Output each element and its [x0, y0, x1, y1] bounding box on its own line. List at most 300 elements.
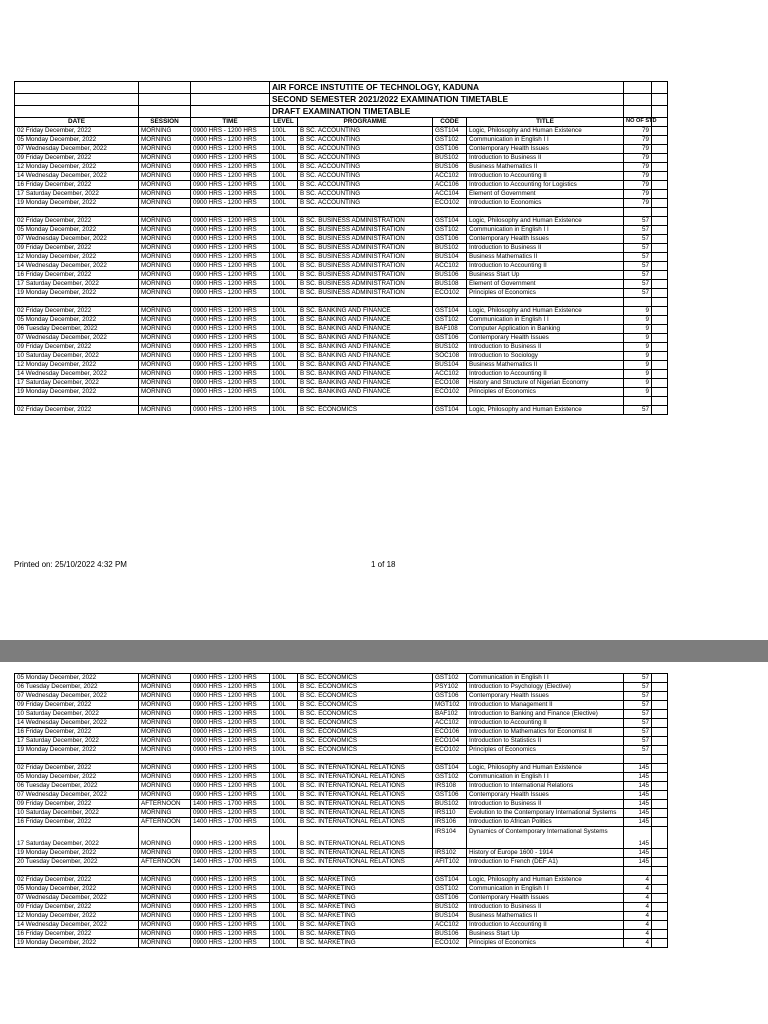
level-cell: 100L — [270, 710, 298, 719]
time-cell: 0900 HRS - 1200 HRS — [191, 199, 270, 208]
programme-cell: B SC. INTERNATIONAL RELATIONS — [298, 849, 433, 858]
code-cell: GST104 — [433, 406, 467, 415]
date-cell: 17 Saturday December, 2022 — [15, 280, 139, 289]
table-row — [15, 827, 668, 849]
title-cell: Introduction to Sociology — [467, 352, 624, 361]
nostd-cell: 57 — [624, 683, 652, 692]
title-cell: Introduction to African Politics — [467, 818, 624, 827]
session-cell: AFTERNOON — [139, 858, 191, 867]
session-cell: MORNING — [139, 280, 191, 289]
nostd-cell: 57 — [624, 262, 652, 271]
time-cell: 0900 HRS - 1200 HRS — [191, 154, 270, 163]
time-cell: 0900 HRS - 1200 HRS — [191, 701, 270, 710]
programme-cell: B SC. MARKETING — [298, 939, 433, 948]
programme-cell: B SC. BANKING AND FINANCE — [298, 361, 433, 370]
title-cell: Dynamics of Contemporary International Systems — [467, 827, 624, 849]
header-row-1 — [15, 82, 668, 94]
code-cell: BUS102 — [433, 800, 467, 809]
nostd-cell: 4 — [624, 930, 652, 939]
programme-cell: B SC. MARKETING — [298, 921, 433, 930]
session-cell: MORNING — [139, 885, 191, 894]
table-row — [15, 361, 668, 370]
nostd-cell: 79 — [624, 136, 652, 145]
nostd-cell: 57 — [624, 235, 652, 244]
date-cell: 16 Friday December, 2022 — [15, 818, 139, 827]
code-cell: GST104 — [433, 764, 467, 773]
date-cell: 19 Monday December, 2022 — [15, 849, 139, 858]
title-cell: Contemporary Health Issues — [467, 692, 624, 701]
table-row — [15, 737, 668, 746]
title-cell: Introduction to Business II — [467, 800, 624, 809]
nostd-cell: 9 — [624, 343, 652, 352]
spacer-row — [15, 755, 668, 764]
col-code-header: CODE — [433, 118, 467, 127]
session-cell: MORNING — [139, 773, 191, 782]
title-cell: Element of Government — [467, 280, 624, 289]
table-row — [15, 379, 668, 388]
session-cell: MORNING — [139, 370, 191, 379]
session-cell: MORNING — [139, 827, 191, 849]
programme-cell: B SC. ECONOMICS — [298, 683, 433, 692]
title-cell: Introduction to Business II — [467, 154, 624, 163]
level-cell: 100L — [270, 136, 298, 145]
code-cell: IRS102 — [433, 849, 467, 858]
date-cell: 19 Monday December, 2022 — [15, 199, 139, 208]
table-row — [15, 163, 668, 172]
code-cell: GST102 — [433, 316, 467, 325]
time-cell: 0900 HRS - 1200 HRS — [191, 710, 270, 719]
table-row — [15, 154, 668, 163]
session-cell: MORNING — [139, 334, 191, 343]
nostd-cell: 57 — [624, 728, 652, 737]
date-cell: 02 Friday December, 2022 — [15, 127, 139, 136]
programme-cell: B SC. BANKING AND FINANCE — [298, 325, 433, 334]
date-cell: 16 Friday December, 2022 — [15, 728, 139, 737]
programme-cell: B SC. BUSINESS ADMINISTRATION — [298, 253, 433, 262]
nostd-cell: 57 — [624, 737, 652, 746]
table-row — [15, 325, 668, 334]
programme-cell: B SC. BUSINESS ADMINISTRATION — [298, 262, 433, 271]
session-cell: MORNING — [139, 876, 191, 885]
nostd-cell: 57 — [624, 289, 652, 298]
level-cell: 100L — [270, 930, 298, 939]
title-cell: Principles of Economics — [467, 388, 624, 397]
programme-cell: B SC. INTERNATIONAL RELATIONS — [298, 858, 433, 867]
session-cell: MORNING — [139, 181, 191, 190]
time-cell: 0900 HRS - 1200 HRS — [191, 244, 270, 253]
session-cell: MORNING — [139, 172, 191, 181]
title-cell: Principles of Economics — [467, 939, 624, 948]
session-cell: MORNING — [139, 710, 191, 719]
date-cell: 07 Wednesday December, 2022 — [15, 235, 139, 244]
programme-cell: B SC. ACCOUNTING — [298, 181, 433, 190]
table-row — [15, 145, 668, 154]
nostd-cell: 9 — [624, 388, 652, 397]
programme-cell: B SC. ACCOUNTING — [298, 145, 433, 154]
session-cell: MORNING — [139, 674, 191, 683]
table-row — [15, 764, 668, 773]
nostd-cell: 9 — [624, 379, 652, 388]
level-cell: 100L — [270, 154, 298, 163]
date-cell: 06 Tuesday December, 2022 — [15, 325, 139, 334]
time-cell: 0900 HRS - 1200 HRS — [191, 280, 270, 289]
session-cell: MORNING — [139, 894, 191, 903]
title-cell: Communication in English I I — [467, 674, 624, 683]
title-cell: Introduction to Accounting II — [467, 262, 624, 271]
time-cell: 1400 HRS - 1700 HRS — [191, 858, 270, 867]
programme-cell: B SC. BANKING AND FINANCE — [298, 352, 433, 361]
table-row — [15, 885, 668, 894]
title-cell: Logic, Philosophy and Human Existence — [467, 764, 624, 773]
session-cell: MORNING — [139, 217, 191, 226]
code-cell: GST106 — [433, 145, 467, 154]
date-cell: 07 Wednesday December, 2022 — [15, 334, 139, 343]
session-cell: MORNING — [139, 728, 191, 737]
date-cell: 14 Wednesday December, 2022 — [15, 172, 139, 181]
level-cell: 100L — [270, 728, 298, 737]
time-cell: 0900 HRS - 1200 HRS — [191, 692, 270, 701]
table-row — [15, 235, 668, 244]
level-cell: 100L — [270, 199, 298, 208]
col-title-header: TITLE — [467, 118, 624, 127]
code-cell: GST104 — [433, 127, 467, 136]
level-cell: 100L — [270, 818, 298, 827]
semester-title: SECOND SEMESTER 2021/2022 EXAMINATION TIMETABLE — [270, 94, 624, 106]
programme-cell: B SC. INTERNATIONAL RELATIONS — [298, 827, 433, 849]
code-cell: BUS102 — [433, 903, 467, 912]
level-cell: 100L — [270, 361, 298, 370]
date-cell: 19 Monday December, 2022 — [15, 289, 139, 298]
date-cell: 19 Monday December, 2022 — [15, 939, 139, 948]
title-cell: Introduction to Statistics II — [467, 737, 624, 746]
title-cell: Business Mathematics II — [467, 361, 624, 370]
nostd-cell: 57 — [624, 271, 652, 280]
level-cell: 100L — [270, 190, 298, 199]
time-cell: 0900 HRS - 1200 HRS — [191, 226, 270, 235]
level-cell: 100L — [270, 683, 298, 692]
code-cell: ECO108 — [433, 379, 467, 388]
code-cell: BAF102 — [433, 710, 467, 719]
time-cell: 0900 HRS - 1200 HRS — [191, 136, 270, 145]
time-cell: 0900 HRS - 1200 HRS — [191, 253, 270, 262]
date-cell: 05 Monday December, 2022 — [15, 885, 139, 894]
programme-cell: B SC. ECONOMICS — [298, 701, 433, 710]
level-cell: 100L — [270, 876, 298, 885]
time-cell: 0900 HRS - 1200 HRS — [191, 343, 270, 352]
level-cell: 100L — [270, 379, 298, 388]
level-cell: 100L — [270, 719, 298, 728]
nostd-cell: 145 — [624, 782, 652, 791]
table-row — [15, 728, 668, 737]
nostd-cell: 9 — [624, 361, 652, 370]
level-cell: 100L — [270, 406, 298, 415]
session-cell: MORNING — [139, 352, 191, 361]
table-row — [15, 912, 668, 921]
code-cell: ECO102 — [433, 199, 467, 208]
programme-cell: B SC. ECONOMICS — [298, 737, 433, 746]
nostd-cell: 57 — [624, 280, 652, 289]
level-cell: 100L — [270, 271, 298, 280]
code-cell: ECO102 — [433, 746, 467, 755]
level-cell: 100L — [270, 145, 298, 154]
time-cell: 0900 HRS - 1200 HRS — [191, 145, 270, 154]
nostd-cell: 79 — [624, 172, 652, 181]
programme-cell: B SC. ACCOUNTING — [298, 190, 433, 199]
table-row — [15, 316, 668, 325]
code-cell: BUS106 — [433, 163, 467, 172]
time-cell: 0900 HRS - 1200 HRS — [191, 217, 270, 226]
nostd-cell: 79 — [624, 154, 652, 163]
programme-cell: B SC. ECONOMICS — [298, 710, 433, 719]
session-cell: MORNING — [139, 235, 191, 244]
programme-cell: B SC. INTERNATIONAL RELATIONS — [298, 818, 433, 827]
title-cell: Communication in English I I — [467, 885, 624, 894]
programme-cell: B SC. BANKING AND FINANCE — [298, 388, 433, 397]
table-row — [15, 719, 668, 728]
time-cell: 0900 HRS - 1200 HRS — [191, 307, 270, 316]
code-cell: MGT102 — [433, 701, 467, 710]
time-cell: 1400 HRS - 1700 HRS — [191, 818, 270, 827]
code-cell: ECO104 — [433, 737, 467, 746]
programme-cell: B SC. MARKETING — [298, 876, 433, 885]
col-programme-header: PROGRAMME — [298, 118, 433, 127]
table-row — [15, 388, 668, 397]
nostd-cell: 57 — [624, 253, 652, 262]
level-cell: 100L — [270, 746, 298, 755]
nostd-cell: 4 — [624, 903, 652, 912]
code-cell: GST102 — [433, 136, 467, 145]
title-cell: Logic, Philosophy and Human Existence — [467, 127, 624, 136]
level-cell: 100L — [270, 791, 298, 800]
programme-cell: B SC. BANKING AND FINANCE — [298, 307, 433, 316]
time-cell: 0900 HRS - 1200 HRS — [191, 849, 270, 858]
col-nostd-header: NO OF STD — [624, 118, 652, 127]
time-cell: 0900 HRS - 1200 HRS — [191, 773, 270, 782]
date-cell: 12 Monday December, 2022 — [15, 163, 139, 172]
level-cell: 100L — [270, 773, 298, 782]
title-cell: Communication in English I I — [467, 136, 624, 145]
session-cell: MORNING — [139, 809, 191, 818]
nostd-cell: 145 — [624, 791, 652, 800]
nostd-cell: 145 — [624, 858, 652, 867]
level-cell: 100L — [270, 226, 298, 235]
date-cell: 07 Wednesday December, 2022 — [15, 791, 139, 800]
level-cell: 100L — [270, 894, 298, 903]
session-cell: MORNING — [139, 791, 191, 800]
title-cell: Evolution to the Contemporary International Systems — [467, 809, 624, 818]
level-cell: 100L — [270, 388, 298, 397]
table-row — [15, 858, 668, 867]
session-cell: MORNING — [139, 912, 191, 921]
programme-cell: B SC. BUSINESS ADMINISTRATION — [298, 280, 433, 289]
date-cell: 10 Saturday December, 2022 — [15, 710, 139, 719]
nostd-cell: 9 — [624, 307, 652, 316]
session-cell: AFTERNOON — [139, 800, 191, 809]
level-cell: 100L — [270, 764, 298, 773]
date-cell: 05 Monday December, 2022 — [15, 773, 139, 782]
title-cell: History and Structure of Nigerian Economy — [467, 379, 624, 388]
session-cell: MORNING — [139, 939, 191, 948]
time-cell: 0900 HRS - 1200 HRS — [191, 235, 270, 244]
date-cell: 05 Monday December, 2022 — [15, 674, 139, 683]
table-row — [15, 289, 668, 298]
title-cell: Contemporary Health Issues — [467, 791, 624, 800]
time-cell: 0900 HRS - 1200 HRS — [191, 930, 270, 939]
spacer-row — [15, 397, 668, 406]
draft-title: DRAFT EXAMINATION TIMETABLE — [270, 106, 624, 118]
table-row — [15, 172, 668, 181]
table-row — [15, 343, 668, 352]
date-cell: 14 Wednesday December, 2022 — [15, 719, 139, 728]
code-cell: GST104 — [433, 217, 467, 226]
programme-cell: B SC. BUSINESS ADMINISTRATION — [298, 289, 433, 298]
session-cell: MORNING — [139, 325, 191, 334]
title-cell: Introduction to Business II — [467, 343, 624, 352]
time-cell: 0900 HRS - 1200 HRS — [191, 406, 270, 415]
time-cell: 0900 HRS - 1200 HRS — [191, 885, 270, 894]
table-row — [15, 809, 668, 818]
table-row — [15, 307, 668, 316]
code-cell: ECO102 — [433, 939, 467, 948]
table-row — [15, 818, 668, 827]
date-cell: 17 Saturday December, 2022 — [15, 827, 139, 849]
session-cell: MORNING — [139, 361, 191, 370]
timetable-page-2-body — [15, 674, 668, 948]
level-cell: 100L — [270, 885, 298, 894]
date-cell: 17 Saturday December, 2022 — [15, 737, 139, 746]
nostd-cell: 79 — [624, 145, 652, 154]
programme-cell: B SC. ACCOUNTING — [298, 163, 433, 172]
table-row — [15, 849, 668, 858]
table-row — [15, 217, 668, 226]
code-cell: ECO106 — [433, 728, 467, 737]
title-cell: Business Start Up — [467, 271, 624, 280]
level-cell: 100L — [270, 316, 298, 325]
programme-cell: B SC. BUSINESS ADMINISTRATION — [298, 235, 433, 244]
code-cell: ECO102 — [433, 388, 467, 397]
nostd-cell: 145 — [624, 827, 652, 849]
date-cell: 09 Friday December, 2022 — [15, 800, 139, 809]
page-number: 1 of 18 — [371, 560, 396, 569]
timetable-page-1 — [14, 81, 668, 415]
date-cell: 17 Saturday December, 2022 — [15, 379, 139, 388]
level-cell: 100L — [270, 253, 298, 262]
level-cell: 100L — [270, 939, 298, 948]
date-cell: 14 Wednesday December, 2022 — [15, 370, 139, 379]
table-row — [15, 921, 668, 930]
time-cell: 0900 HRS - 1200 HRS — [191, 939, 270, 948]
title-cell: Logic, Philosophy and Human Existence — [467, 406, 624, 415]
title-cell: Logic, Philosophy and Human Existence — [467, 217, 624, 226]
time-cell: 0900 HRS - 1200 HRS — [191, 728, 270, 737]
title-cell: Element of Government — [467, 190, 624, 199]
title-cell: Introduction to Management II — [467, 701, 624, 710]
col-level-header: LEVEL — [270, 118, 298, 127]
time-cell: 0900 HRS - 1200 HRS — [191, 388, 270, 397]
title-cell: Introduction to International Relations — [467, 782, 624, 791]
nostd-cell: 9 — [624, 325, 652, 334]
table-row — [15, 674, 668, 683]
time-cell: 0900 HRS - 1200 HRS — [191, 876, 270, 885]
date-cell: 07 Wednesday December, 2022 — [15, 692, 139, 701]
code-cell: GST104 — [433, 876, 467, 885]
programme-cell: B SC. BANKING AND FINANCE — [298, 343, 433, 352]
col-date-header: DATE — [15, 118, 139, 127]
level-cell: 100L — [270, 352, 298, 361]
code-cell: BUS104 — [433, 361, 467, 370]
session-cell: MORNING — [139, 719, 191, 728]
nostd-cell: 57 — [624, 746, 652, 755]
nostd-cell: 57 — [624, 244, 652, 253]
date-cell: 09 Friday December, 2022 — [15, 903, 139, 912]
session-cell: MORNING — [139, 692, 191, 701]
programme-cell: B SC. ACCOUNTING — [298, 136, 433, 145]
session-cell: MORNING — [139, 746, 191, 755]
time-cell: 0900 HRS - 1200 HRS — [191, 921, 270, 930]
date-cell: 20 Tuesday December, 2022 — [15, 858, 139, 867]
table-row — [15, 226, 668, 235]
code-cell: GST106 — [433, 791, 467, 800]
code-cell: ACC106 — [433, 181, 467, 190]
nostd-cell: 79 — [624, 190, 652, 199]
nostd-cell: 4 — [624, 876, 652, 885]
table-row — [15, 199, 668, 208]
table-row — [15, 746, 668, 755]
table-row — [15, 190, 668, 199]
session-cell: MORNING — [139, 782, 191, 791]
table-row — [15, 280, 668, 289]
code-cell: ACC104 — [433, 190, 467, 199]
title-cell: Business Mathematics II — [467, 163, 624, 172]
code-cell: ACC102 — [433, 921, 467, 930]
session-cell: MORNING — [139, 388, 191, 397]
level-cell: 100L — [270, 782, 298, 791]
title-cell: Principles of Economics — [467, 746, 624, 755]
printed-timestamp: Printed on: 25/10/2022 4:32 PM — [14, 560, 127, 569]
title-cell: Logic, Philosophy and Human Existence — [467, 307, 624, 316]
session-cell: MORNING — [139, 307, 191, 316]
code-cell: ACC102 — [433, 172, 467, 181]
code-cell: ACC102 — [433, 370, 467, 379]
title-cell: Introduction to Business II — [467, 244, 624, 253]
time-cell: 0900 HRS - 1200 HRS — [191, 127, 270, 136]
nostd-cell: 4 — [624, 894, 652, 903]
table-row — [15, 136, 668, 145]
spacer-row — [15, 208, 668, 217]
table-row — [15, 271, 668, 280]
code-cell: IRS108 — [433, 782, 467, 791]
nostd-cell: 9 — [624, 370, 652, 379]
column-header-row — [15, 118, 668, 127]
time-cell: 0900 HRS - 1200 HRS — [191, 903, 270, 912]
date-cell: 07 Wednesday December, 2022 — [15, 145, 139, 154]
nostd-cell: 145 — [624, 773, 652, 782]
code-cell: GST106 — [433, 894, 467, 903]
code-cell: IRS106 — [433, 818, 467, 827]
level-cell: 100L — [270, 289, 298, 298]
level-cell: 100L — [270, 235, 298, 244]
page-separator — [0, 640, 768, 662]
code-cell: GST102 — [433, 674, 467, 683]
time-cell: 0900 HRS - 1200 HRS — [191, 271, 270, 280]
table-row — [15, 939, 668, 948]
session-cell: MORNING — [139, 271, 191, 280]
session-cell: MORNING — [139, 930, 191, 939]
title-cell: Communication in English I I — [467, 316, 624, 325]
code-cell: BAF108 — [433, 325, 467, 334]
session-cell: MORNING — [139, 253, 191, 262]
session-cell: MORNING — [139, 226, 191, 235]
